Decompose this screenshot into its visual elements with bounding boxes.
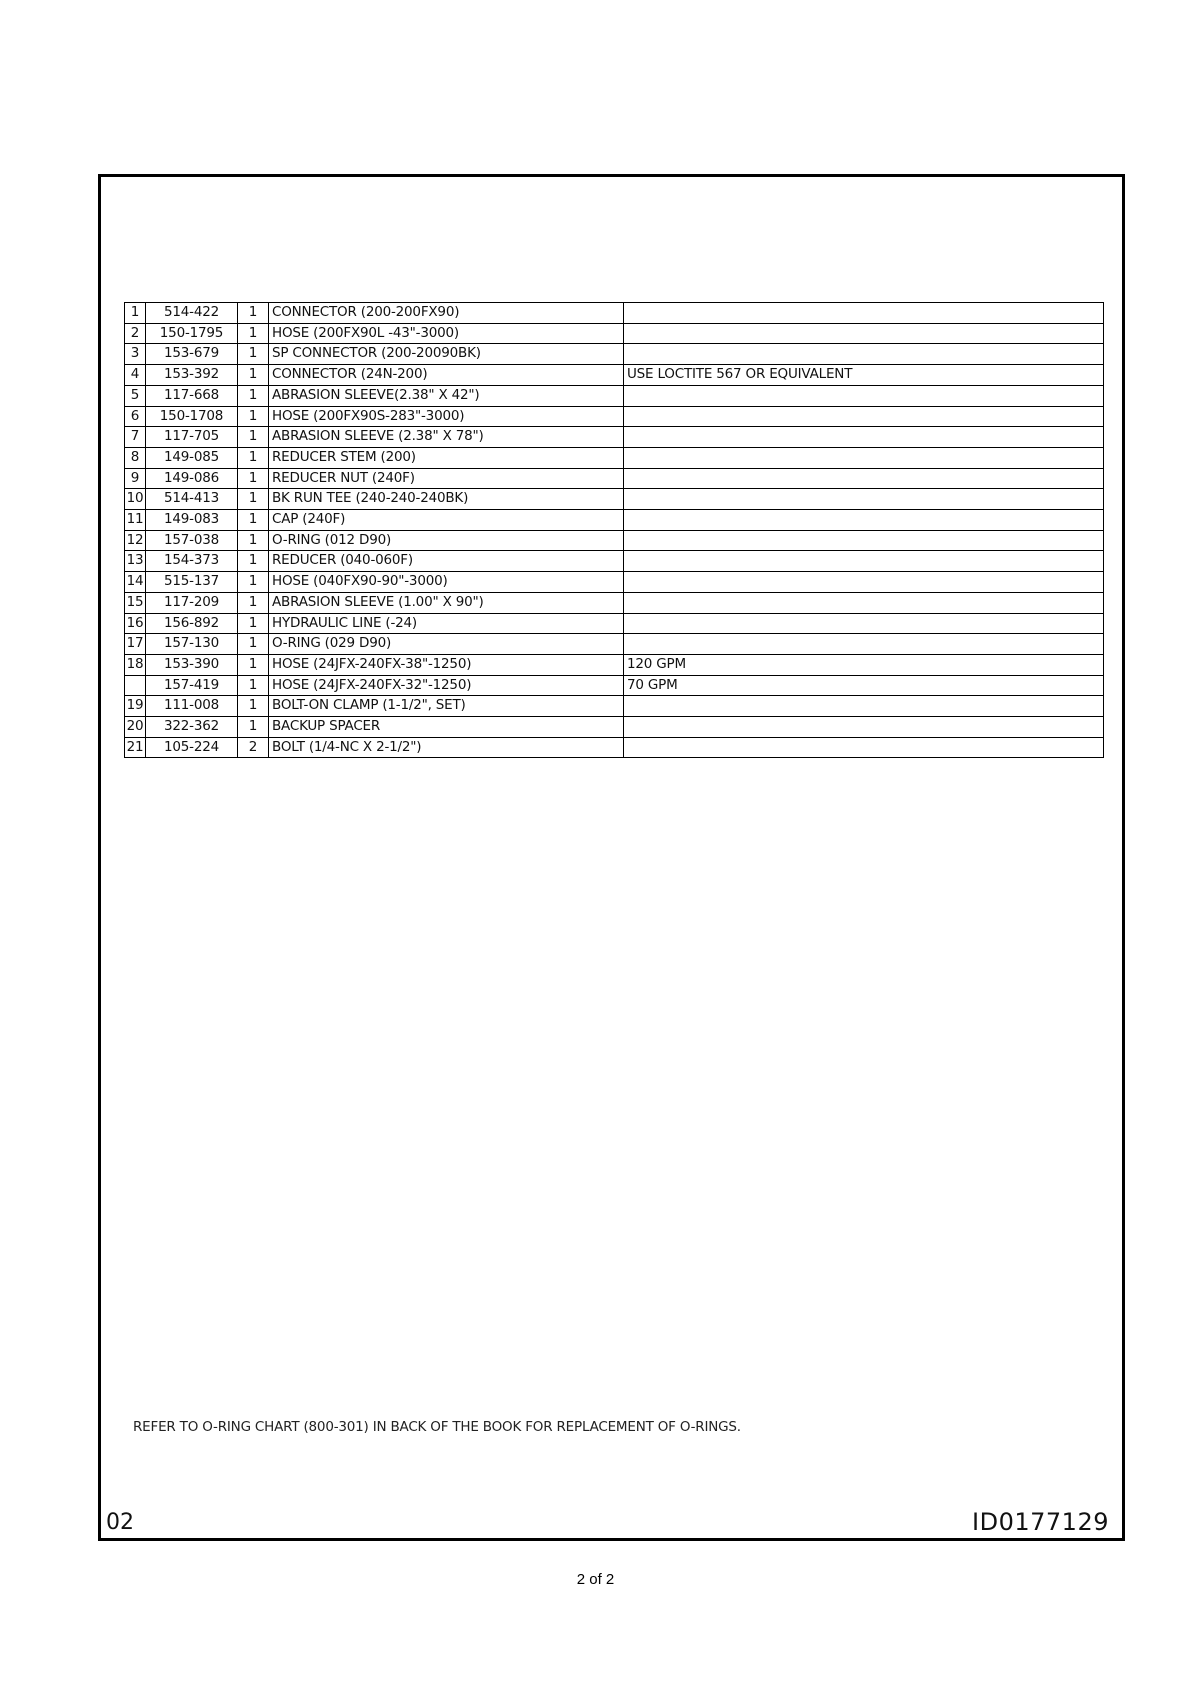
item-number-cell: 11 bbox=[125, 510, 146, 531]
table-row bbox=[125, 592, 1104, 613]
description-cell: HOSE (24JFX-240FX-38"-1250) bbox=[269, 654, 624, 675]
table-row bbox=[125, 572, 1104, 593]
part-number-cell: 153-392 bbox=[146, 365, 238, 386]
note-cell: 70 GPM bbox=[624, 675, 1104, 696]
description-cell: REDUCER NUT (240F) bbox=[269, 468, 624, 489]
table-row bbox=[125, 344, 1104, 365]
description-cell: O-RING (012 D90) bbox=[269, 530, 624, 551]
description-cell: ABRASION SLEEVE(2.38" X 42") bbox=[269, 385, 624, 406]
part-number-cell: 117-668 bbox=[146, 385, 238, 406]
description-cell: HYDRAULIC LINE (-24) bbox=[269, 613, 624, 634]
description-cell: CONNECTOR (24N-200) bbox=[269, 365, 624, 386]
parts-list-body bbox=[125, 303, 1104, 758]
part-number-cell: 149-086 bbox=[146, 468, 238, 489]
table-row bbox=[125, 385, 1104, 406]
note-cell bbox=[624, 717, 1104, 738]
item-number-cell: 21 bbox=[125, 737, 146, 758]
o-ring-reference-note: REFER TO O-RING CHART (800-301) IN BACK OF THE BOOK FOR REPLACEMENT OF O-RINGS. bbox=[133, 1419, 741, 1435]
table-row bbox=[125, 365, 1104, 386]
description-cell: BACKUP SPACER bbox=[269, 717, 624, 738]
note-cell bbox=[624, 344, 1104, 365]
note-cell bbox=[624, 592, 1104, 613]
note-cell bbox=[624, 530, 1104, 551]
part-number-cell: 322-362 bbox=[146, 717, 238, 738]
description-cell: SP CONNECTOR (200-20090BK) bbox=[269, 344, 624, 365]
table-row bbox=[125, 510, 1104, 531]
item-number-cell: 9 bbox=[125, 468, 146, 489]
item-number-cell: 14 bbox=[125, 572, 146, 593]
quantity-cell: 1 bbox=[238, 447, 269, 468]
item-number-cell: 10 bbox=[125, 489, 146, 510]
note-cell bbox=[624, 489, 1104, 510]
table-row bbox=[125, 675, 1104, 696]
part-number-cell: 157-130 bbox=[146, 634, 238, 655]
item-number-cell: 13 bbox=[125, 551, 146, 572]
part-number-cell: 149-085 bbox=[146, 447, 238, 468]
note-cell bbox=[624, 406, 1104, 427]
description-cell: HOSE (040FX90-90"-3000) bbox=[269, 572, 624, 593]
part-number-cell: 157-038 bbox=[146, 530, 238, 551]
table-row bbox=[125, 427, 1104, 448]
description-cell: ABRASION SLEEVE (1.00" X 90") bbox=[269, 592, 624, 613]
table-row bbox=[125, 447, 1104, 468]
part-number-cell: 153-390 bbox=[146, 654, 238, 675]
quantity-cell: 1 bbox=[238, 675, 269, 696]
table-row bbox=[125, 696, 1104, 717]
table-row bbox=[125, 717, 1104, 738]
description-cell: HOSE (200FX90L -43"-3000) bbox=[269, 323, 624, 344]
item-number-cell: 20 bbox=[125, 717, 146, 738]
description-cell: HOSE (24JFX-240FX-32"-1250) bbox=[269, 675, 624, 696]
item-number-cell: 17 bbox=[125, 634, 146, 655]
quantity-cell: 1 bbox=[238, 489, 269, 510]
revision-code: 02 bbox=[106, 1510, 134, 1535]
part-number-cell: 153-679 bbox=[146, 344, 238, 365]
description-cell: BOLT (1/4-NC X 2-1/2") bbox=[269, 737, 624, 758]
quantity-cell: 1 bbox=[238, 654, 269, 675]
note-cell: 120 GPM bbox=[624, 654, 1104, 675]
table-row bbox=[125, 737, 1104, 758]
note-cell bbox=[624, 468, 1104, 489]
part-number-cell: 149-083 bbox=[146, 510, 238, 531]
item-number-cell: 3 bbox=[125, 344, 146, 365]
note-cell bbox=[624, 551, 1104, 572]
description-cell: CAP (240F) bbox=[269, 510, 624, 531]
note-cell bbox=[624, 613, 1104, 634]
table-row bbox=[125, 530, 1104, 551]
description-cell: REDUCER STEM (200) bbox=[269, 447, 624, 468]
description-cell: ABRASION SLEEVE (2.38" X 78") bbox=[269, 427, 624, 448]
item-number-cell bbox=[125, 675, 146, 696]
part-number-cell: 156-892 bbox=[146, 613, 238, 634]
item-number-cell: 5 bbox=[125, 385, 146, 406]
description-cell: BK RUN TEE (240-240-240BK) bbox=[269, 489, 624, 510]
note-cell bbox=[624, 737, 1104, 758]
item-number-cell: 6 bbox=[125, 406, 146, 427]
description-cell: HOSE (200FX90S-283"-3000) bbox=[269, 406, 624, 427]
quantity-cell: 1 bbox=[238, 427, 269, 448]
table-row bbox=[125, 634, 1104, 655]
item-number-cell: 1 bbox=[125, 303, 146, 324]
table-row bbox=[125, 489, 1104, 510]
part-number-cell: 515-137 bbox=[146, 572, 238, 593]
quantity-cell: 1 bbox=[238, 592, 269, 613]
quantity-cell: 1 bbox=[238, 551, 269, 572]
quantity-cell: 1 bbox=[238, 344, 269, 365]
item-number-cell: 12 bbox=[125, 530, 146, 551]
quantity-cell: 2 bbox=[238, 737, 269, 758]
quantity-cell: 1 bbox=[238, 303, 269, 324]
table-row bbox=[125, 323, 1104, 344]
note-cell bbox=[624, 427, 1104, 448]
table-row bbox=[125, 468, 1104, 489]
table-row bbox=[125, 613, 1104, 634]
item-number-cell: 15 bbox=[125, 592, 146, 613]
note-cell bbox=[624, 323, 1104, 344]
item-number-cell: 4 bbox=[125, 365, 146, 386]
quantity-cell: 1 bbox=[238, 696, 269, 717]
note-cell bbox=[624, 447, 1104, 468]
quantity-cell: 1 bbox=[238, 634, 269, 655]
part-number-cell: 157-419 bbox=[146, 675, 238, 696]
part-number-cell: 117-705 bbox=[146, 427, 238, 448]
item-number-cell: 16 bbox=[125, 613, 146, 634]
part-number-cell: 514-422 bbox=[146, 303, 238, 324]
note-cell bbox=[624, 303, 1104, 324]
quantity-cell: 1 bbox=[238, 365, 269, 386]
note-cell: USE LOCTITE 567 OR EQUIVALENT bbox=[624, 365, 1104, 386]
table-row bbox=[125, 303, 1104, 324]
description-cell: BOLT-ON CLAMP (1-1/2", SET) bbox=[269, 696, 624, 717]
item-number-cell: 7 bbox=[125, 427, 146, 448]
part-number-cell: 117-209 bbox=[146, 592, 238, 613]
quantity-cell: 1 bbox=[238, 323, 269, 344]
note-cell bbox=[624, 510, 1104, 531]
item-number-cell: 19 bbox=[125, 696, 146, 717]
quantity-cell: 1 bbox=[238, 613, 269, 634]
part-number-cell: 514-413 bbox=[146, 489, 238, 510]
item-number-cell: 2 bbox=[125, 323, 146, 344]
page-number: 2 of 2 bbox=[576, 1571, 615, 1588]
quantity-cell: 1 bbox=[238, 510, 269, 531]
description-cell: O-RING (029 D90) bbox=[269, 634, 624, 655]
part-number-cell: 111-008 bbox=[146, 696, 238, 717]
item-number-cell: 8 bbox=[125, 447, 146, 468]
item-number-cell: 18 bbox=[125, 654, 146, 675]
parts-list-table bbox=[124, 302, 1104, 758]
table-row bbox=[125, 406, 1104, 427]
description-cell: REDUCER (040-060F) bbox=[269, 551, 624, 572]
table-row bbox=[125, 551, 1104, 572]
document-id: ID0177129 bbox=[972, 1508, 1109, 1536]
note-cell bbox=[624, 572, 1104, 593]
quantity-cell: 1 bbox=[238, 572, 269, 593]
table-row bbox=[125, 654, 1104, 675]
quantity-cell: 1 bbox=[238, 717, 269, 738]
part-number-cell: 150-1795 bbox=[146, 323, 238, 344]
note-cell bbox=[624, 634, 1104, 655]
quantity-cell: 1 bbox=[238, 530, 269, 551]
quantity-cell: 1 bbox=[238, 468, 269, 489]
note-cell bbox=[624, 696, 1104, 717]
quantity-cell: 1 bbox=[238, 406, 269, 427]
note-cell bbox=[624, 385, 1104, 406]
quantity-cell: 1 bbox=[238, 385, 269, 406]
part-number-cell: 105-224 bbox=[146, 737, 238, 758]
description-cell: CONNECTOR (200-200FX90) bbox=[269, 303, 624, 324]
part-number-cell: 150-1708 bbox=[146, 406, 238, 427]
part-number-cell: 154-373 bbox=[146, 551, 238, 572]
